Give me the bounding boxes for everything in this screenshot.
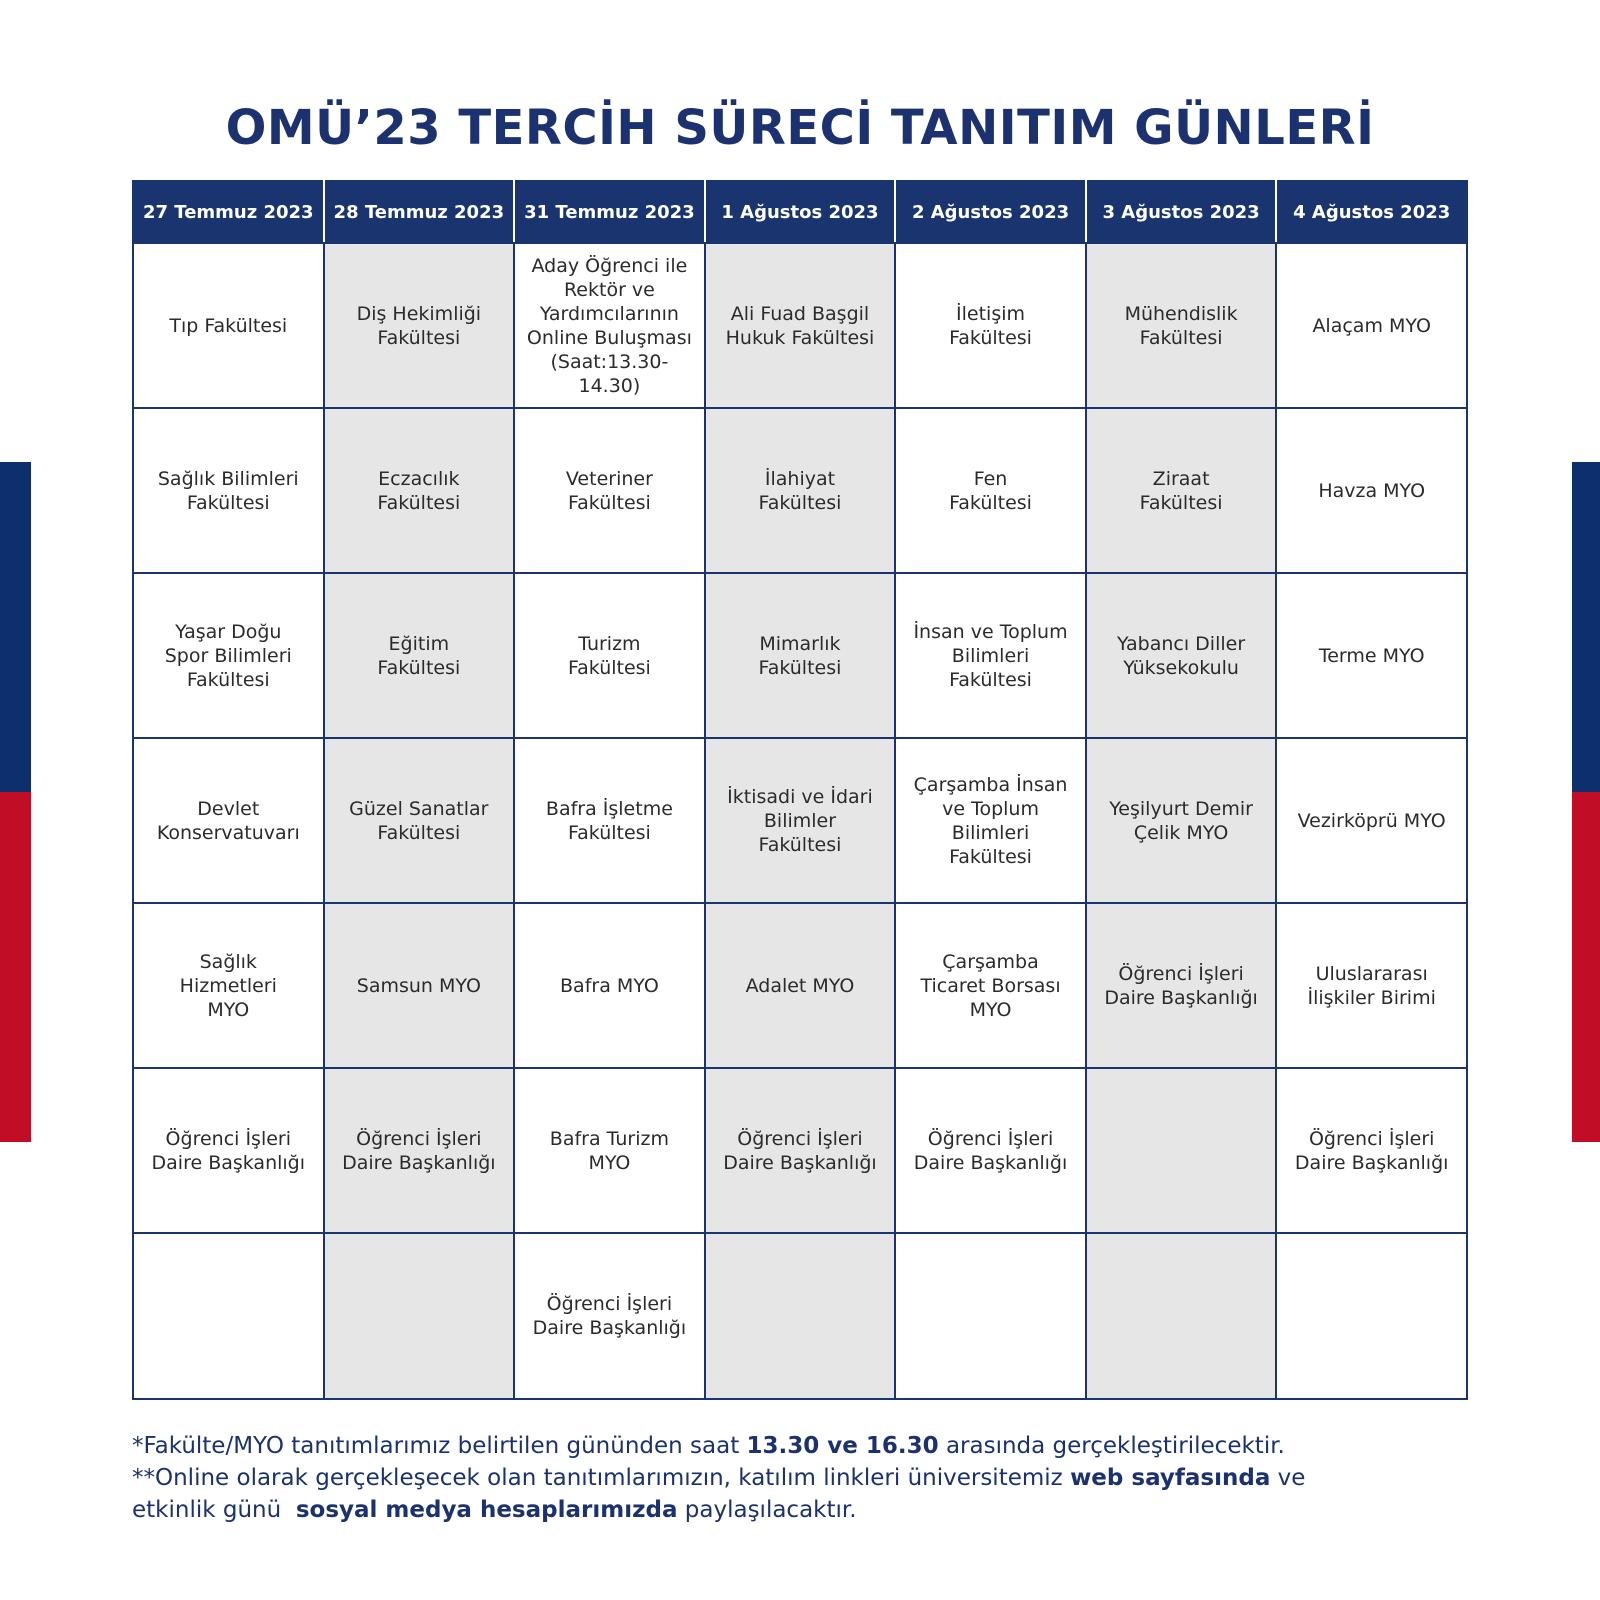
date-header: 1 Ağustos 2023 (705, 181, 896, 243)
table-cell: Turizm Fakültesi (514, 573, 705, 738)
table-cell: Öğrenci İşleri Daire Başkanlığı (895, 1068, 1086, 1233)
flag-stripe-red (1572, 792, 1600, 1142)
table-cell: Uluslararası İlişkiler Birimi (1276, 903, 1467, 1068)
table-cell: Eczacılık Fakültesi (324, 408, 515, 573)
table-cell: Ali Fuad Başgil Hukuk Fakültesi (705, 243, 896, 408)
footnote-online (132, 1462, 1482, 1494)
footnote-text: ve (1270, 1465, 1306, 1491)
date-header: 27 Temmuz 2023 (133, 181, 324, 243)
date-header: 2 Ağustos 2023 (895, 181, 1086, 243)
table-row (133, 408, 1467, 573)
table-cell: Mimarlık Fakültesi (705, 573, 896, 738)
table-cell: Öğrenci İşleri Daire Başkanlığı (1086, 903, 1277, 1068)
footnote-text: *Fakülte/MYO tanıtımlarımız belirtilen gününden saat (132, 1433, 747, 1459)
flag-stripe-blue (0, 462, 31, 792)
table-cell: Veteriner Fakültesi (514, 408, 705, 573)
table-cell: Öğrenci İşleri Daire Başkanlığı (1276, 1068, 1467, 1233)
table-cell (705, 1233, 896, 1399)
header-row (133, 181, 1467, 243)
table-row (133, 243, 1467, 408)
footnote-highlight: web sayfasında (1070, 1465, 1271, 1491)
table-cell: Bafra İşletme Fakültesi (514, 738, 705, 903)
footnote-time (132, 1430, 1482, 1462)
flag-stripe-red (0, 792, 31, 1142)
table-row (133, 1068, 1467, 1233)
table-cell: Öğrenci İşleri Daire Başkanlığı (324, 1068, 515, 1233)
table-cell (324, 1233, 515, 1399)
table-cell (895, 1233, 1086, 1399)
schedule-table (132, 180, 1468, 1400)
table-cell: Yaşar Doğu Spor Bilimleri Fakültesi (133, 573, 324, 738)
footnote-highlight: sosyal medya hesaplarımızda (295, 1497, 678, 1523)
footnotes (132, 1430, 1482, 1526)
table-cell: Öğrenci İşleri Daire Başkanlığı (133, 1068, 324, 1233)
table-cell: Sağlık Hizmetleri MYO (133, 903, 324, 1068)
flag-stripe-right (1572, 462, 1600, 1142)
table-cell: Eğitim Fakültesi (324, 573, 515, 738)
table-cell: Çarşamba İnsan ve Toplum Bilimleri Fakültesi (895, 738, 1086, 903)
page-title: OMÜ’23 TERCİH SÜRECİ TANITIM GÜNLERİ (225, 100, 1375, 156)
table-cell: Samsun MYO (324, 903, 515, 1068)
table-cell: Diş Hekimliği Fakültesi (324, 243, 515, 408)
table-cell: Havza MYO (1276, 408, 1467, 573)
table-cell: Yeşilyurt Demir Çelik MYO (1086, 738, 1277, 903)
table-cell: Alaçam MYO (1276, 243, 1467, 408)
table-cell: Çarşamba Ticaret Borsası MYO (895, 903, 1086, 1068)
table-cell: İlahiyat Fakültesi (705, 408, 896, 573)
table-cell (1086, 1068, 1277, 1233)
footnote-text: **Online olarak gerçekleşecek olan tanıtımlarımızın, katılım linkleri üniversitemiz (132, 1465, 1071, 1491)
table-cell: Mühendislik Fakültesi (1086, 243, 1277, 408)
table-row (133, 1233, 1467, 1399)
footnote-highlight: 13.30 ve 16.30 (746, 1433, 939, 1459)
table-cell: Tıp Fakültesi (133, 243, 324, 408)
flag-stripe-blue (1572, 462, 1600, 792)
table-cell: Bafra Turizm MYO (514, 1068, 705, 1233)
table-cell (1086, 1233, 1277, 1399)
table-cell: Aday Öğrenci ile Rektör ve Yardımcılarının Online Buluşması (Saat:13.30-14.30) (514, 243, 705, 408)
table-cell: İletişim Fakültesi (895, 243, 1086, 408)
table-cell: Devlet Konservatuvarı (133, 738, 324, 903)
table-row (133, 903, 1467, 1068)
table-cell: Öğrenci İşleri Daire Başkanlığı (705, 1068, 896, 1233)
table-row (133, 573, 1467, 738)
table-row (133, 738, 1467, 903)
table-cell (1276, 1233, 1467, 1399)
table-cell (133, 1233, 324, 1399)
date-header: 4 Ağustos 2023 (1276, 181, 1467, 243)
table-cell: Yabancı Diller Yüksekokulu (1086, 573, 1277, 738)
table-cell: Güzel Sanatlar Fakültesi (324, 738, 515, 903)
footnote-text: etkinlik günü (132, 1497, 296, 1523)
date-header: 31 Temmuz 2023 (514, 181, 705, 243)
table-cell: Terme MYO (1276, 573, 1467, 738)
table-cell: Öğrenci İşleri Daire Başkanlığı (514, 1233, 705, 1399)
footnote-online-cont (132, 1494, 1482, 1526)
table-cell: Fen Fakültesi (895, 408, 1086, 573)
table-cell: İnsan ve Toplum Bilimleri Fakültesi (895, 573, 1086, 738)
date-header: 3 Ağustos 2023 (1086, 181, 1277, 243)
table-cell: Vezirköprü MYO (1276, 738, 1467, 903)
table-cell: Adalet MYO (705, 903, 896, 1068)
flag-stripe-left (0, 462, 31, 1142)
table-cell: Bafra MYO (514, 903, 705, 1068)
footnote-text: paylaşılacaktır. (677, 1497, 857, 1523)
table-cell: Sağlık Bilimleri Fakültesi (133, 408, 324, 573)
footnote-text: arasında gerçekleştirilecektir. (938, 1433, 1285, 1459)
table-cell: Ziraat Fakültesi (1086, 408, 1277, 573)
date-header: 28 Temmuz 2023 (324, 181, 515, 243)
table-cell: İktisadi ve İdari Bilimler Fakültesi (705, 738, 896, 903)
